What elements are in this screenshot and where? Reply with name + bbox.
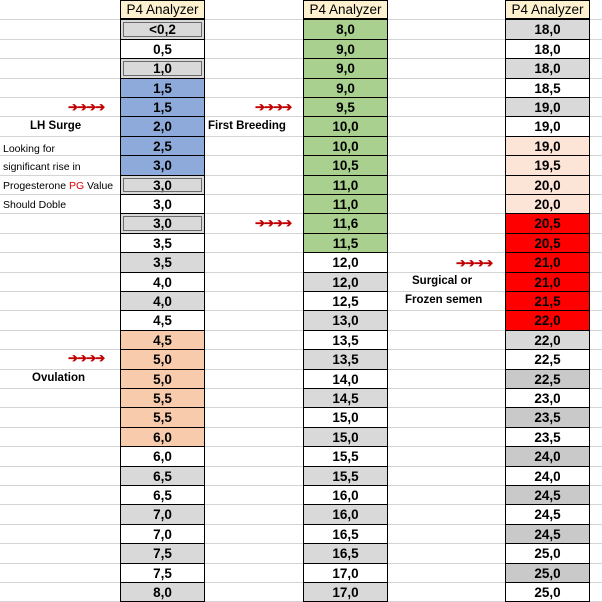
value-cell: 18,5 xyxy=(505,78,590,98)
value-cell: 15,5 xyxy=(303,466,388,486)
value-cell: 16,5 xyxy=(303,524,388,544)
value-cell: 23,5 xyxy=(505,427,590,447)
value-cell: 18,0 xyxy=(505,58,590,79)
lh-surge-label: LH Surge xyxy=(30,120,82,132)
value-cell: 24,0 xyxy=(505,446,590,467)
value-cell: 21,5 xyxy=(505,291,590,311)
value-cell: 0,5 xyxy=(120,39,205,59)
value-cell: 3,0 xyxy=(120,155,205,176)
value-cell: 16,5 xyxy=(303,543,388,564)
value-cell: 17,0 xyxy=(303,563,388,583)
value-cell: 19,5 xyxy=(505,155,590,176)
arrow-icon: ➔➔➔➔ xyxy=(255,100,292,114)
arrow-icon: ➔➔➔➔ xyxy=(68,100,105,114)
note-line-1: Looking for xyxy=(3,143,55,155)
value-cell: 25,0 xyxy=(505,563,590,583)
value-cell: 3,0 xyxy=(120,175,205,195)
value-cell: 13,0 xyxy=(303,310,388,331)
value-cell: 6,0 xyxy=(120,427,205,447)
value-cell: 13,5 xyxy=(303,349,388,370)
arrow-icon: ➔➔➔➔ xyxy=(255,216,292,230)
value-cell: 7,0 xyxy=(120,504,205,525)
value-cell: 10,0 xyxy=(303,116,388,137)
value-cell: 3,5 xyxy=(120,233,205,253)
value-cell: 5,5 xyxy=(120,407,205,428)
value-cell: 19,0 xyxy=(505,136,590,156)
value-cell: 24,0 xyxy=(505,466,590,486)
note-line-2: significant rise in xyxy=(3,161,81,173)
first-breeding-label: First Breeding xyxy=(208,120,286,132)
value-cell: 22,5 xyxy=(505,349,590,370)
value-cell: 1,5 xyxy=(120,97,205,117)
value-cell: 13,5 xyxy=(303,330,388,350)
value-cell: 8,0 xyxy=(120,582,205,602)
value-cell: 15,0 xyxy=(303,407,388,428)
value-cell: 23,5 xyxy=(505,407,590,428)
value-cell: 18,0 xyxy=(505,19,590,40)
value-cell: 7,5 xyxy=(120,543,205,564)
value-cell: 17,0 xyxy=(303,582,388,602)
value-cell: 4,0 xyxy=(120,272,205,292)
value-cell: 12,0 xyxy=(303,252,388,273)
value-cell: 22,0 xyxy=(505,310,590,331)
value-cell: 5,0 xyxy=(120,369,205,389)
value-cell: 5,5 xyxy=(120,388,205,408)
frozen-semen-label: Frozen semen xyxy=(405,294,483,306)
value-cell: 6,0 xyxy=(120,446,205,467)
value-cell: 2,5 xyxy=(120,136,205,156)
value-cell: 24,5 xyxy=(505,504,590,525)
value-cell: 9,0 xyxy=(303,39,388,59)
value-cell: 10,5 xyxy=(303,155,388,176)
value-cell: 23,0 xyxy=(505,388,590,408)
value-cell: 21,0 xyxy=(505,272,590,292)
value-cell: 15,5 xyxy=(303,446,388,467)
ovulation-label: Ovulation xyxy=(32,372,86,384)
value-cell: 11,6 xyxy=(303,213,388,234)
value-cell: 3,0 xyxy=(120,213,205,234)
value-cell: 18,0 xyxy=(505,39,590,59)
value-cell: 10,0 xyxy=(303,136,388,156)
value-cell: 20,0 xyxy=(505,175,590,195)
value-cell: 6,5 xyxy=(120,466,205,486)
value-cell: 14,5 xyxy=(303,388,388,408)
note-line-3 xyxy=(3,180,113,192)
value-cell: 16,0 xyxy=(303,504,388,525)
pg-text: PG xyxy=(68,180,85,192)
value-cell: 15,0 xyxy=(303,427,388,447)
value-cell: 3,5 xyxy=(120,252,205,273)
value-cell: 8,0 xyxy=(303,19,388,40)
value-cell: 3,0 xyxy=(120,194,205,214)
column-header: P4 Analyzer xyxy=(120,0,205,19)
value-cell: 4,0 xyxy=(120,291,205,311)
value-cell: 20,0 xyxy=(505,194,590,214)
value-cell: 9,0 xyxy=(303,78,388,98)
value-cell: 22,5 xyxy=(505,369,590,389)
value-cell: 1,0 xyxy=(120,58,205,79)
value-cell: 24,5 xyxy=(505,485,590,505)
arrow-icon: ➔➔➔➔ xyxy=(456,256,493,270)
value-cell: 11,0 xyxy=(303,175,388,195)
value-cell: 24,5 xyxy=(505,524,590,544)
column-header: P4 Analyzer xyxy=(303,0,388,19)
value-cell: 7,5 xyxy=(120,563,205,583)
value-cell: 1,5 xyxy=(120,78,205,98)
value-cell: 4,5 xyxy=(120,330,205,350)
value-cell: 2,0 xyxy=(120,116,205,137)
value-cell: 16,0 xyxy=(303,485,388,505)
note-line-3c: Value xyxy=(84,180,114,192)
value-cell: 5,0 xyxy=(120,349,205,370)
value-cell: 4,5 xyxy=(120,310,205,331)
value-cell: 14,0 xyxy=(303,369,388,389)
value-cell: 20,5 xyxy=(505,213,590,234)
value-cell: 11,5 xyxy=(303,233,388,253)
value-cell: 25,0 xyxy=(505,543,590,564)
value-cell: <0,2 xyxy=(120,19,205,40)
value-cell: 19,0 xyxy=(505,116,590,137)
value-cell: 22,0 xyxy=(505,330,590,350)
note-line-4: Should Doble xyxy=(3,199,67,211)
arrow-icon: ➔➔➔➔ xyxy=(68,351,105,365)
value-cell: 9,5 xyxy=(303,97,388,117)
value-cell: 11,0 xyxy=(303,194,388,214)
surgical-label: Surgical or xyxy=(412,275,473,287)
value-cell: 12,5 xyxy=(303,291,388,311)
value-cell: 9,0 xyxy=(303,58,388,79)
value-cell: 21,0 xyxy=(505,252,590,273)
value-cell: 19,0 xyxy=(505,97,590,117)
note-line-3a: Progesterone xyxy=(3,180,69,192)
value-cell: 20,5 xyxy=(505,233,590,253)
value-cell: 7,0 xyxy=(120,524,205,544)
value-cell: 12,0 xyxy=(303,272,388,292)
column-header: P4 Analyzer xyxy=(505,0,590,19)
value-cell: 25,0 xyxy=(505,582,590,602)
value-cell: 6,5 xyxy=(120,485,205,505)
